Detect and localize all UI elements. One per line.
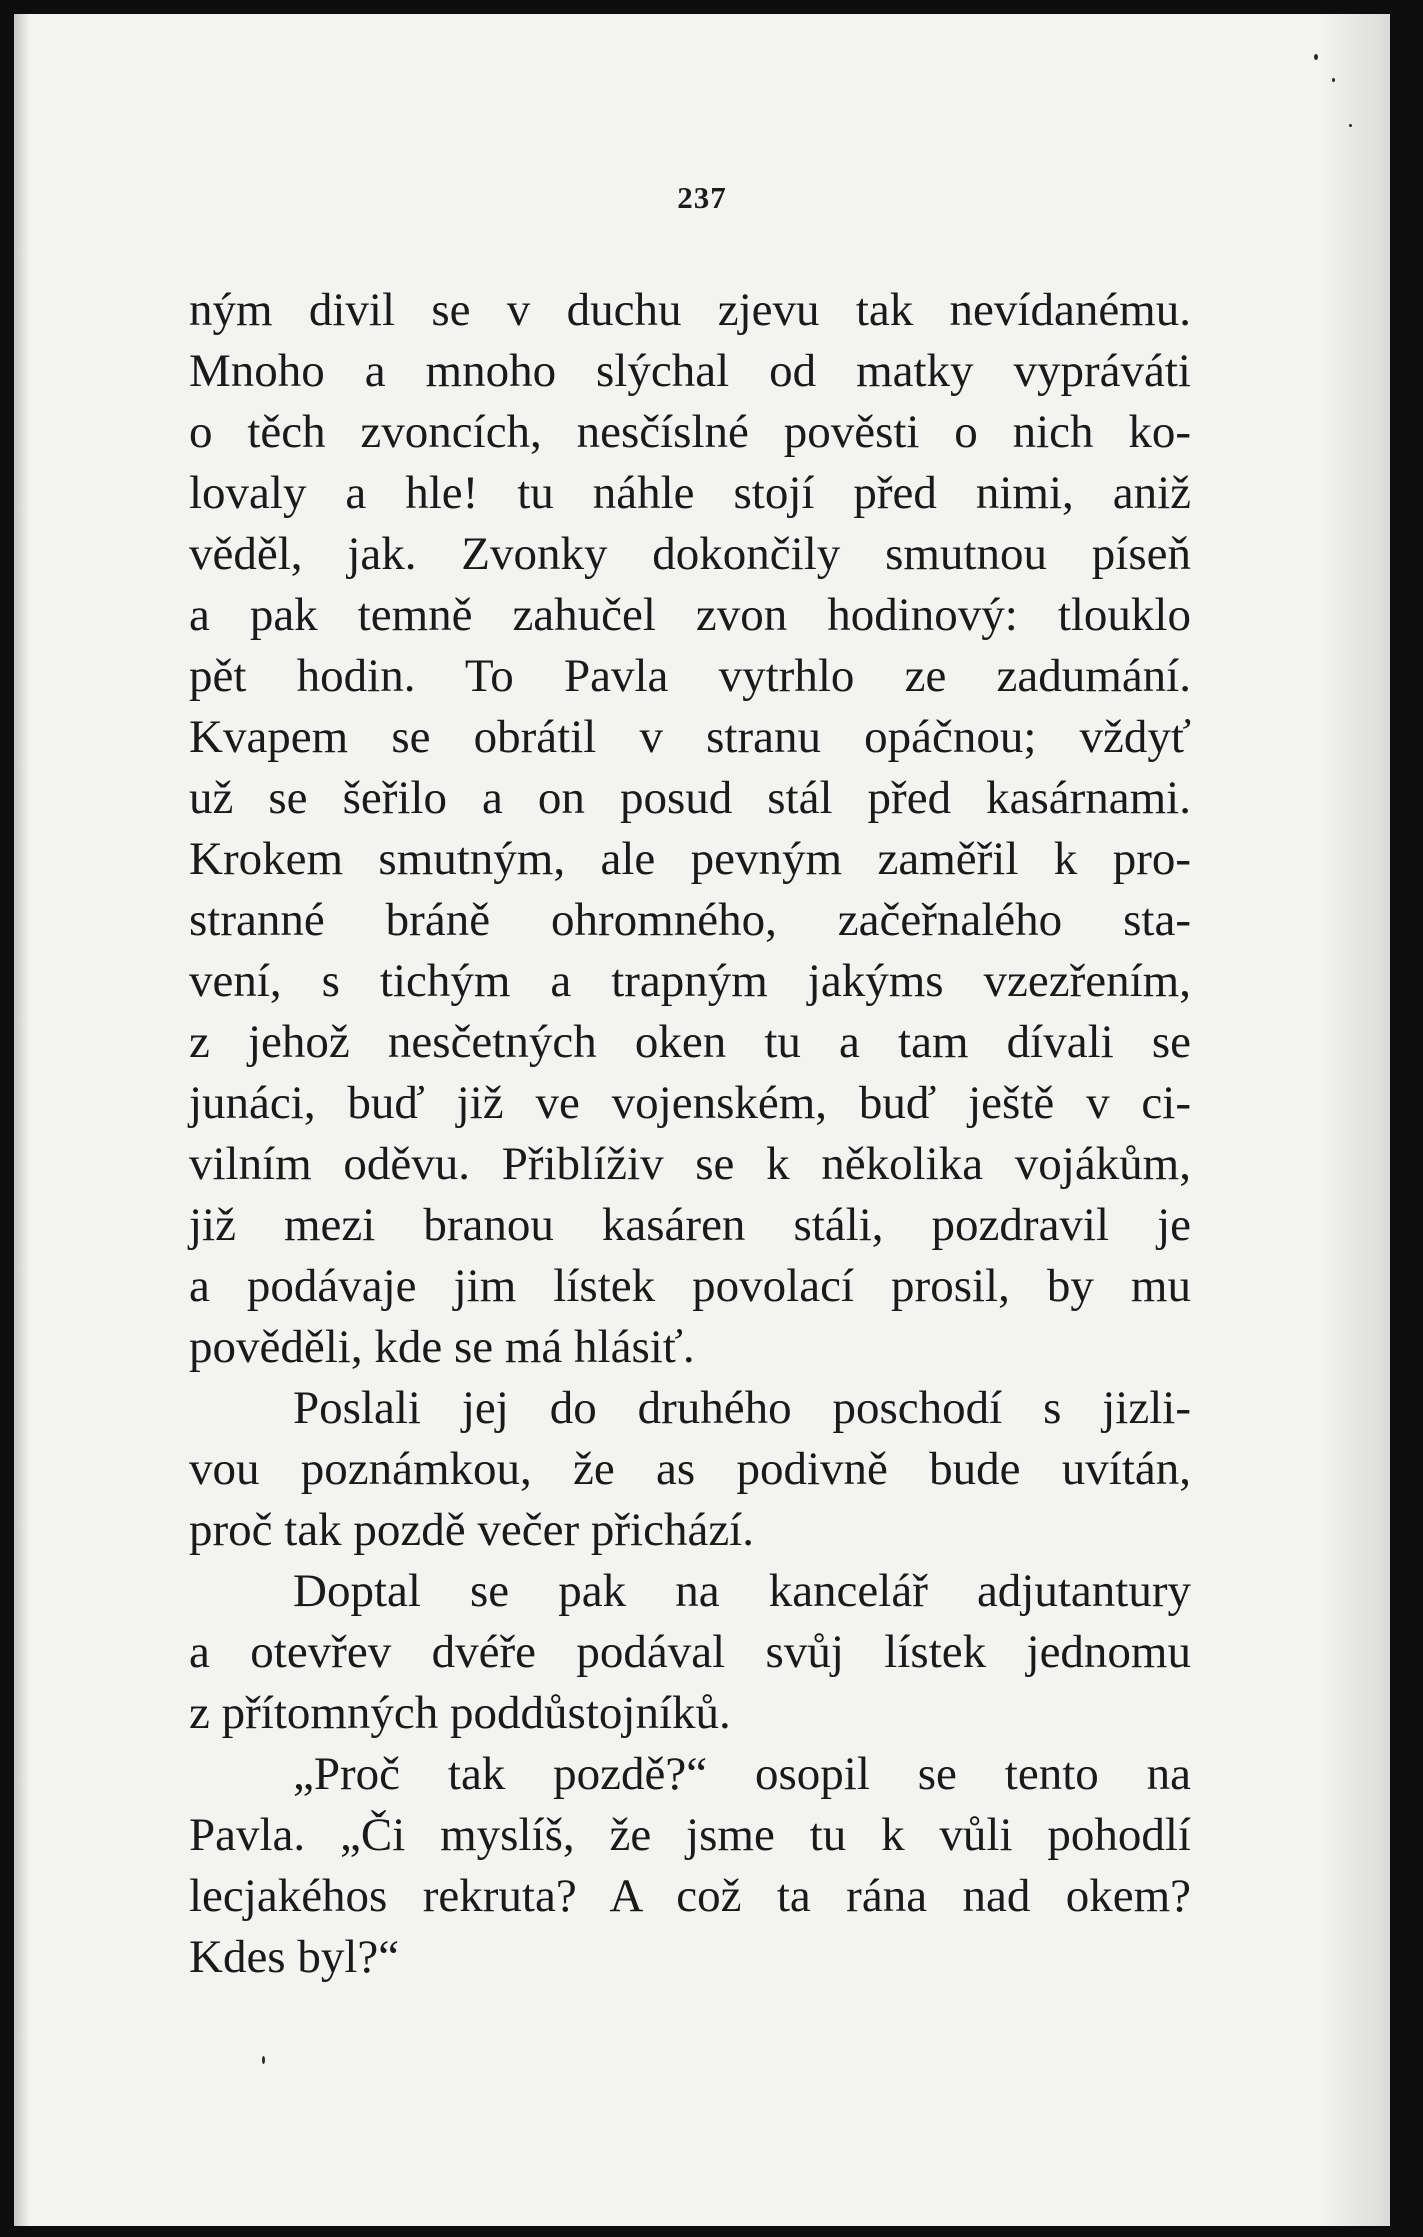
text-line: lovaly a hle! tu náhle stojí před nimi, aniž	[189, 467, 1191, 519]
book-page	[14, 14, 1390, 2226]
print-speck	[262, 2056, 265, 2064]
text-line: a pak temně zahučel zvon hodinový: tlouklo	[189, 589, 1191, 641]
print-speck	[1314, 54, 1318, 60]
text-line: Kvapem se obrátil v stranu opáčnou; vždyť	[189, 711, 1191, 763]
text-line: junáci, buď již ve vojenském, buď ještě v ci-	[189, 1077, 1191, 1129]
print-speck	[1349, 124, 1352, 127]
text-line: Pavla. „Či myslíš, že jsme tu k vůli pohodlí	[189, 1809, 1191, 1861]
text-line: věděl, jak. Zvonky dokončily smutnou píseň	[189, 528, 1191, 580]
page-edge-shadow-right	[1320, 14, 1390, 2226]
text-line: již mezi branou kasáren stáli, pozdravil je	[189, 1199, 1191, 1251]
text-line: vení, s tichým a trapným jakýms vzezřením,	[189, 955, 1191, 1007]
text-line: a otevřev dvéře podával svůj lístek jednomu	[189, 1626, 1191, 1678]
text-line: a podávaje jim lístek povolací prosil, by mu	[189, 1260, 1191, 1312]
text-line: „Proč tak pozdě?“ osopil se tento na	[293, 1748, 1191, 1800]
text-line: z přítomných poddůstojníků.	[189, 1687, 731, 1739]
text-line: už se šeřilo a on posud stál před kasárnami.	[189, 772, 1191, 824]
text-line: Doptal se pak na kancelář adjutantury	[293, 1565, 1191, 1617]
text-line: z jehož nesčetných oken tu a tam dívali se	[189, 1016, 1191, 1068]
text-line: Poslali jej do druhého poschodí s jizli-	[293, 1382, 1191, 1434]
text-line: Mnoho a mnoho slýchal od matky vypráváti	[189, 345, 1191, 397]
text-line: vilním oděvu. Přiblíživ se k několika vojákům,	[189, 1138, 1191, 1190]
text-line: pět hodin. To Pavla vytrhlo ze zadumání.	[189, 650, 1191, 702]
text-line: ným divil se v duchu zjevu tak nevídanému.	[189, 284, 1191, 336]
page-number: 237	[677, 180, 727, 215]
page-edge-shadow-left	[14, 14, 30, 2226]
text-line: vou poznámkou, že as podivně bude uvítán,	[189, 1443, 1191, 1495]
text-line: lecjakéhos rekruta? A což ta rána nad okem?	[189, 1870, 1191, 1922]
text-line: Krokem smutným, ale pevným zaměřil k pro-	[189, 833, 1191, 885]
print-speck	[1332, 78, 1335, 82]
text-line: proč tak pozdě večer přichází.	[189, 1504, 754, 1556]
page-body-text	[189, 280, 1191, 1988]
text-line: stranné bráně ohromného, začeřnalého sta-	[189, 894, 1191, 946]
text-line: Kdes byl?“	[189, 1931, 400, 1983]
text-line: o těch zvoncích, nesčíslné pověsti o nich ko-	[189, 406, 1191, 458]
text-line: pověděli, kde se má hlásiť.	[189, 1321, 695, 1373]
